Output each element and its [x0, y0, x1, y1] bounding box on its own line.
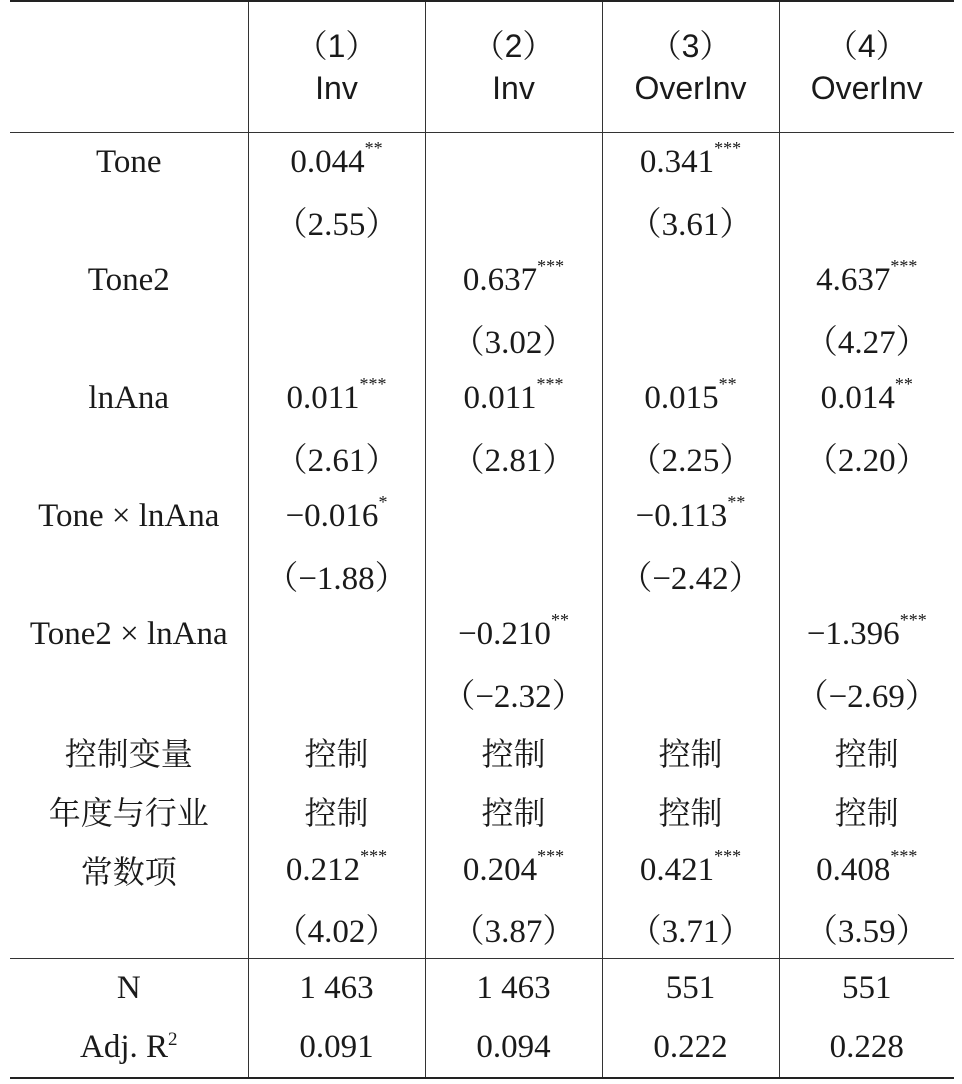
row-tone-tstat [10, 192, 954, 251]
coef-cell: 0.044** [248, 133, 425, 192]
tstat-cell: （−1.88） [248, 546, 425, 605]
tstat-cell: （−2.42） [602, 546, 779, 605]
empty-cell [10, 664, 248, 723]
tstat-cell: （4.02） [248, 900, 425, 959]
empty-cell [779, 133, 954, 192]
tstat-cell: （3.02） [425, 310, 602, 369]
row-tone [10, 133, 954, 192]
row-tone2-x-lnana-tstat [10, 664, 954, 723]
row-tone-x-lnana-tstat [10, 546, 954, 605]
coef-cell: 0.212*** [248, 841, 425, 900]
row-adj-r2 [10, 1018, 954, 1078]
row-label: 控制变量 [64, 735, 193, 773]
coef-cell: 0.011*** [248, 369, 425, 428]
coef-cell: −0.210** [425, 605, 602, 664]
tstat-cell: （2.25） [602, 428, 779, 487]
tstat-cell: （−2.69） [779, 664, 954, 723]
regression-table [10, 0, 954, 1079]
empty-cell [248, 310, 425, 369]
control-cell: 控制 [779, 782, 954, 841]
row-lnana-tstat [10, 428, 954, 487]
row-constant-tstat [10, 900, 954, 959]
stat-cell: 0.222 [602, 1018, 779, 1078]
control-cell: 控制 [602, 723, 779, 782]
empty-cell [425, 546, 602, 605]
header-corner [10, 1, 248, 133]
coef-cell: 0.637*** [425, 251, 602, 310]
tstat-cell: （2.61） [248, 428, 425, 487]
row-label: 常数项 [80, 853, 177, 891]
row-label: Tone2 × lnAna [29, 615, 228, 652]
control-cell: 控制 [248, 782, 425, 841]
empty-cell [425, 133, 602, 192]
row-tone2 [10, 251, 954, 310]
row-label: Tone [95, 143, 162, 180]
empty-cell [779, 546, 954, 605]
tstat-cell: （2.81） [425, 428, 602, 487]
empty-cell [248, 605, 425, 664]
empty-cell [10, 900, 248, 959]
control-cell: 控制 [248, 723, 425, 782]
empty-cell [10, 546, 248, 605]
header-col-2: （2） Inv [425, 1, 602, 133]
control-cell: 控制 [779, 723, 954, 782]
coef-cell: 0.011*** [425, 369, 602, 428]
coef-cell: 0.015** [602, 369, 779, 428]
row-label: Tone2 [87, 261, 170, 298]
header-col-4: （4） OverInv [779, 1, 954, 133]
empty-cell [779, 192, 954, 251]
coef-cell: −0.113** [602, 487, 779, 546]
row-tone-x-lnana [10, 487, 954, 546]
empty-cell [425, 192, 602, 251]
empty-cell [602, 605, 779, 664]
stat-cell: 1 463 [425, 959, 602, 1018]
row-label: N [10, 959, 248, 1018]
tstat-cell: （2.20） [779, 428, 954, 487]
empty-cell [248, 664, 425, 723]
row-controls [10, 723, 954, 782]
control-cell: 控制 [425, 723, 602, 782]
stat-cell: 0.228 [779, 1018, 954, 1078]
tstat-cell: （3.59） [779, 900, 954, 959]
control-cell: 控制 [425, 782, 602, 841]
control-cell: 控制 [602, 782, 779, 841]
tstat-cell: （2.55） [248, 192, 425, 251]
row-label: Tone × lnAna [38, 497, 220, 534]
coef-cell: 0.421*** [602, 841, 779, 900]
tstat-cell: （3.87） [425, 900, 602, 959]
empty-cell [10, 192, 248, 251]
empty-cell [10, 310, 248, 369]
tstat-cell: （3.71） [602, 900, 779, 959]
empty-cell [425, 487, 602, 546]
stat-cell: 551 [779, 959, 954, 1018]
stat-cell: 551 [602, 959, 779, 1018]
empty-cell [248, 251, 425, 310]
header-row [10, 1, 954, 133]
row-tone2-x-lnana [10, 605, 954, 664]
row-label: lnAna [88, 379, 170, 416]
empty-cell [10, 428, 248, 487]
row-lnana [10, 369, 954, 428]
stat-cell: 0.094 [425, 1018, 602, 1078]
coef-cell: 0.408*** [779, 841, 954, 900]
header-col-3: （3） OverInv [602, 1, 779, 133]
row-tone2-tstat [10, 310, 954, 369]
coef-cell: −1.396*** [779, 605, 954, 664]
coef-cell: −0.016* [248, 487, 425, 546]
empty-cell [602, 664, 779, 723]
coef-cell: 0.341*** [602, 133, 779, 192]
row-label: Adj. $R^2$ [79, 1028, 178, 1065]
tstat-cell: （4.27） [779, 310, 954, 369]
coef-cell: 0.014** [779, 369, 954, 428]
stat-cell: 0.091 [248, 1018, 425, 1078]
empty-cell [602, 251, 779, 310]
tstat-cell: （3.61） [602, 192, 779, 251]
header-col-1: （1） Inv [248, 1, 425, 133]
row-label: 年度与行业 [48, 794, 209, 832]
row-year-industry [10, 782, 954, 841]
empty-cell [779, 487, 954, 546]
coef-cell: 0.204*** [425, 841, 602, 900]
row-constant [10, 841, 954, 900]
tstat-cell: （−2.32） [425, 664, 602, 723]
stat-cell: 1 463 [248, 959, 425, 1018]
coef-cell: 4.637*** [779, 251, 954, 310]
row-n [10, 959, 954, 1018]
empty-cell [602, 310, 779, 369]
